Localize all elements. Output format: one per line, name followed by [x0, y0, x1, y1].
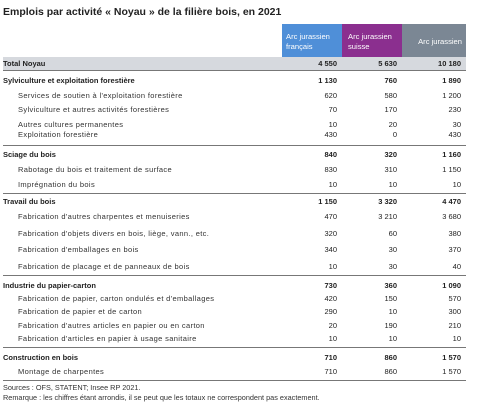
cell-suisse: 30 [388, 245, 397, 254]
cell-suisse: 360 [384, 281, 397, 290]
row-label: Travail du bois [3, 197, 56, 206]
table-row [3, 228, 466, 240]
cell-francais: 1 150 [318, 197, 337, 206]
cell-suisse: 860 [384, 367, 397, 376]
cell-arc-jurassien: 1 090 [442, 281, 461, 290]
row-label: Fabrication d'articles en papier à usage sanitaire [18, 334, 197, 343]
table-row [3, 164, 466, 176]
cell-francais: 10 [328, 334, 337, 343]
table-row [3, 293, 466, 305]
table-bottom-rule [3, 380, 466, 381]
cell-suisse: 60 [388, 229, 397, 238]
table-row-total [3, 58, 466, 70]
cell-arc-jurassien: 570 [448, 294, 461, 303]
cell-suisse: 320 [384, 150, 397, 159]
cell-suisse: 3 210 [378, 212, 397, 221]
row-label: Fabrication d'autres charpentes et menuiseries [18, 212, 190, 221]
row-label: Autres cultures permanentes [18, 120, 124, 129]
cell-suisse: 310 [384, 165, 397, 174]
cell-arc-jurassien: 1 890 [442, 76, 461, 85]
cell-francais: 620 [324, 91, 337, 100]
table-row [3, 129, 466, 141]
section-divider [3, 347, 466, 348]
table-row [3, 104, 466, 116]
cell-arc-jurassien: 4 470 [442, 197, 461, 206]
table-row [3, 211, 466, 223]
cell-francais: 840 [324, 150, 337, 159]
column-header-line: français [286, 42, 313, 51]
cell-suisse: 20 [388, 120, 397, 129]
cell-suisse: 10 [388, 334, 397, 343]
table-title: Emplois par activité « Noyau » de la filière bois, en 2021 [3, 6, 282, 18]
remark-note: Remarque : les chiffres étant arrondis, il se peut que les totaux ne correspondent pas exactement. [3, 393, 320, 402]
row-label: Fabrication de placage et de panneaux de bois [18, 262, 190, 271]
cell-francais: 20 [328, 321, 337, 330]
cell-francais: 710 [324, 353, 337, 362]
table-row-section [3, 149, 466, 161]
cell-arc-jurassien: 10 [452, 180, 461, 189]
cell-francais: 470 [324, 212, 337, 221]
cell-francais: 420 [324, 294, 337, 303]
cell-arc-jurassien: 30 [452, 120, 461, 129]
cell-arc-jurassien: 10 180 [438, 59, 461, 68]
cell-francais: 430 [324, 130, 337, 139]
row-label: Fabrication d'emballages en bois [18, 245, 139, 254]
table-row-section [3, 352, 466, 364]
cell-arc-jurassien: 230 [448, 105, 461, 114]
cell-francais: 340 [324, 245, 337, 254]
table-row-section [3, 196, 466, 208]
row-label: Total Noyau [3, 59, 46, 68]
row-label: Montage de charpentes [18, 367, 105, 376]
cell-suisse: 170 [384, 105, 397, 114]
cell-suisse: 5 630 [378, 59, 397, 68]
cell-francais: 710 [324, 367, 337, 376]
cell-francais: 10 [328, 120, 337, 129]
table-row [3, 179, 466, 191]
cell-francais: 290 [324, 307, 337, 316]
cell-francais: 730 [324, 281, 337, 290]
cell-arc-jurassien: 1 570 [442, 353, 461, 362]
cell-suisse: 760 [384, 76, 397, 85]
cell-arc-jurassien: 1 150 [442, 165, 461, 174]
cell-arc-jurassien: 10 [452, 334, 461, 343]
cell-arc-jurassien: 430 [448, 130, 461, 139]
cell-arc-jurassien: 380 [448, 229, 461, 238]
cell-arc-jurassien: 3 680 [442, 212, 461, 221]
cell-arc-jurassien: 210 [448, 321, 461, 330]
section-divider [3, 193, 466, 194]
cell-suisse: 150 [384, 294, 397, 303]
cell-suisse: 190 [384, 321, 397, 330]
cell-suisse: 3 320 [378, 197, 397, 206]
cell-suisse: 0 [392, 130, 397, 139]
table-row [3, 244, 466, 256]
cell-francais: 320 [324, 229, 337, 238]
cell-suisse: 10 [388, 180, 397, 189]
column-header-line: Arc jurassien [286, 32, 330, 41]
row-label: Rabotage du bois et traitement de surface [18, 165, 173, 174]
column-header-arc-jurassien [402, 24, 466, 60]
column-header-arc-jurassien-francais [282, 24, 342, 60]
cell-francais: 4 550 [318, 59, 337, 68]
cell-francais: 1 130 [318, 76, 337, 85]
row-label: Exploitation forestière [18, 130, 99, 139]
row-label: Industrie du papier-carton [3, 281, 96, 290]
cell-francais: 10 [328, 262, 337, 271]
column-header-arc-jurassien-suisse [342, 24, 402, 60]
row-label: Services de soutien à l'exploitation forestière [18, 91, 183, 100]
row-label: Sylviculture et autres activités forestières [18, 105, 170, 114]
row-label: Construction en bois [3, 353, 78, 362]
table-row [3, 320, 466, 332]
cell-francais: 70 [328, 105, 337, 114]
cell-suisse: 580 [384, 91, 397, 100]
cell-suisse: 860 [384, 353, 397, 362]
table-row [3, 333, 466, 345]
cell-francais: 10 [328, 180, 337, 189]
column-header-line: Arc jurassien [418, 37, 462, 46]
column-header-line: Arc jurassien [348, 32, 392, 41]
cell-arc-jurassien: 1 570 [442, 367, 461, 376]
row-label: Fabrication de papier, carton ondulés et d'emballages [18, 294, 215, 303]
cell-arc-jurassien: 40 [452, 262, 461, 271]
cell-arc-jurassien: 1 160 [442, 150, 461, 159]
table-row-section [3, 75, 466, 87]
row-label: Fabrication d'autres articles en papier ou en carton [18, 321, 205, 330]
row-label: Fabrication d'objets divers en bois, liège, vann., etc. [18, 229, 210, 238]
cell-arc-jurassien: 1 200 [442, 91, 461, 100]
table-row [3, 366, 466, 378]
cell-francais: 830 [324, 165, 337, 174]
row-label: Fabrication de papier et de carton [18, 307, 143, 316]
table-row-section [3, 280, 466, 292]
table-row [3, 306, 466, 318]
cell-arc-jurassien: 370 [448, 245, 461, 254]
sources-note: Sources : OFS, STATENT; Insee RP 2021. [3, 383, 141, 392]
row-label: Imprégnation du bois [18, 180, 96, 189]
cell-suisse: 30 [388, 262, 397, 271]
row-label: Sciage du bois [3, 150, 56, 159]
row-label: Sylviculture et exploitation forestière [3, 76, 135, 85]
cell-suisse: 10 [388, 307, 397, 316]
section-divider [3, 70, 466, 71]
table-row [3, 261, 466, 273]
table-row [3, 90, 466, 102]
section-divider [3, 145, 466, 146]
cell-arc-jurassien: 300 [448, 307, 461, 316]
section-divider [3, 275, 466, 276]
column-header-line: suisse [348, 42, 370, 51]
